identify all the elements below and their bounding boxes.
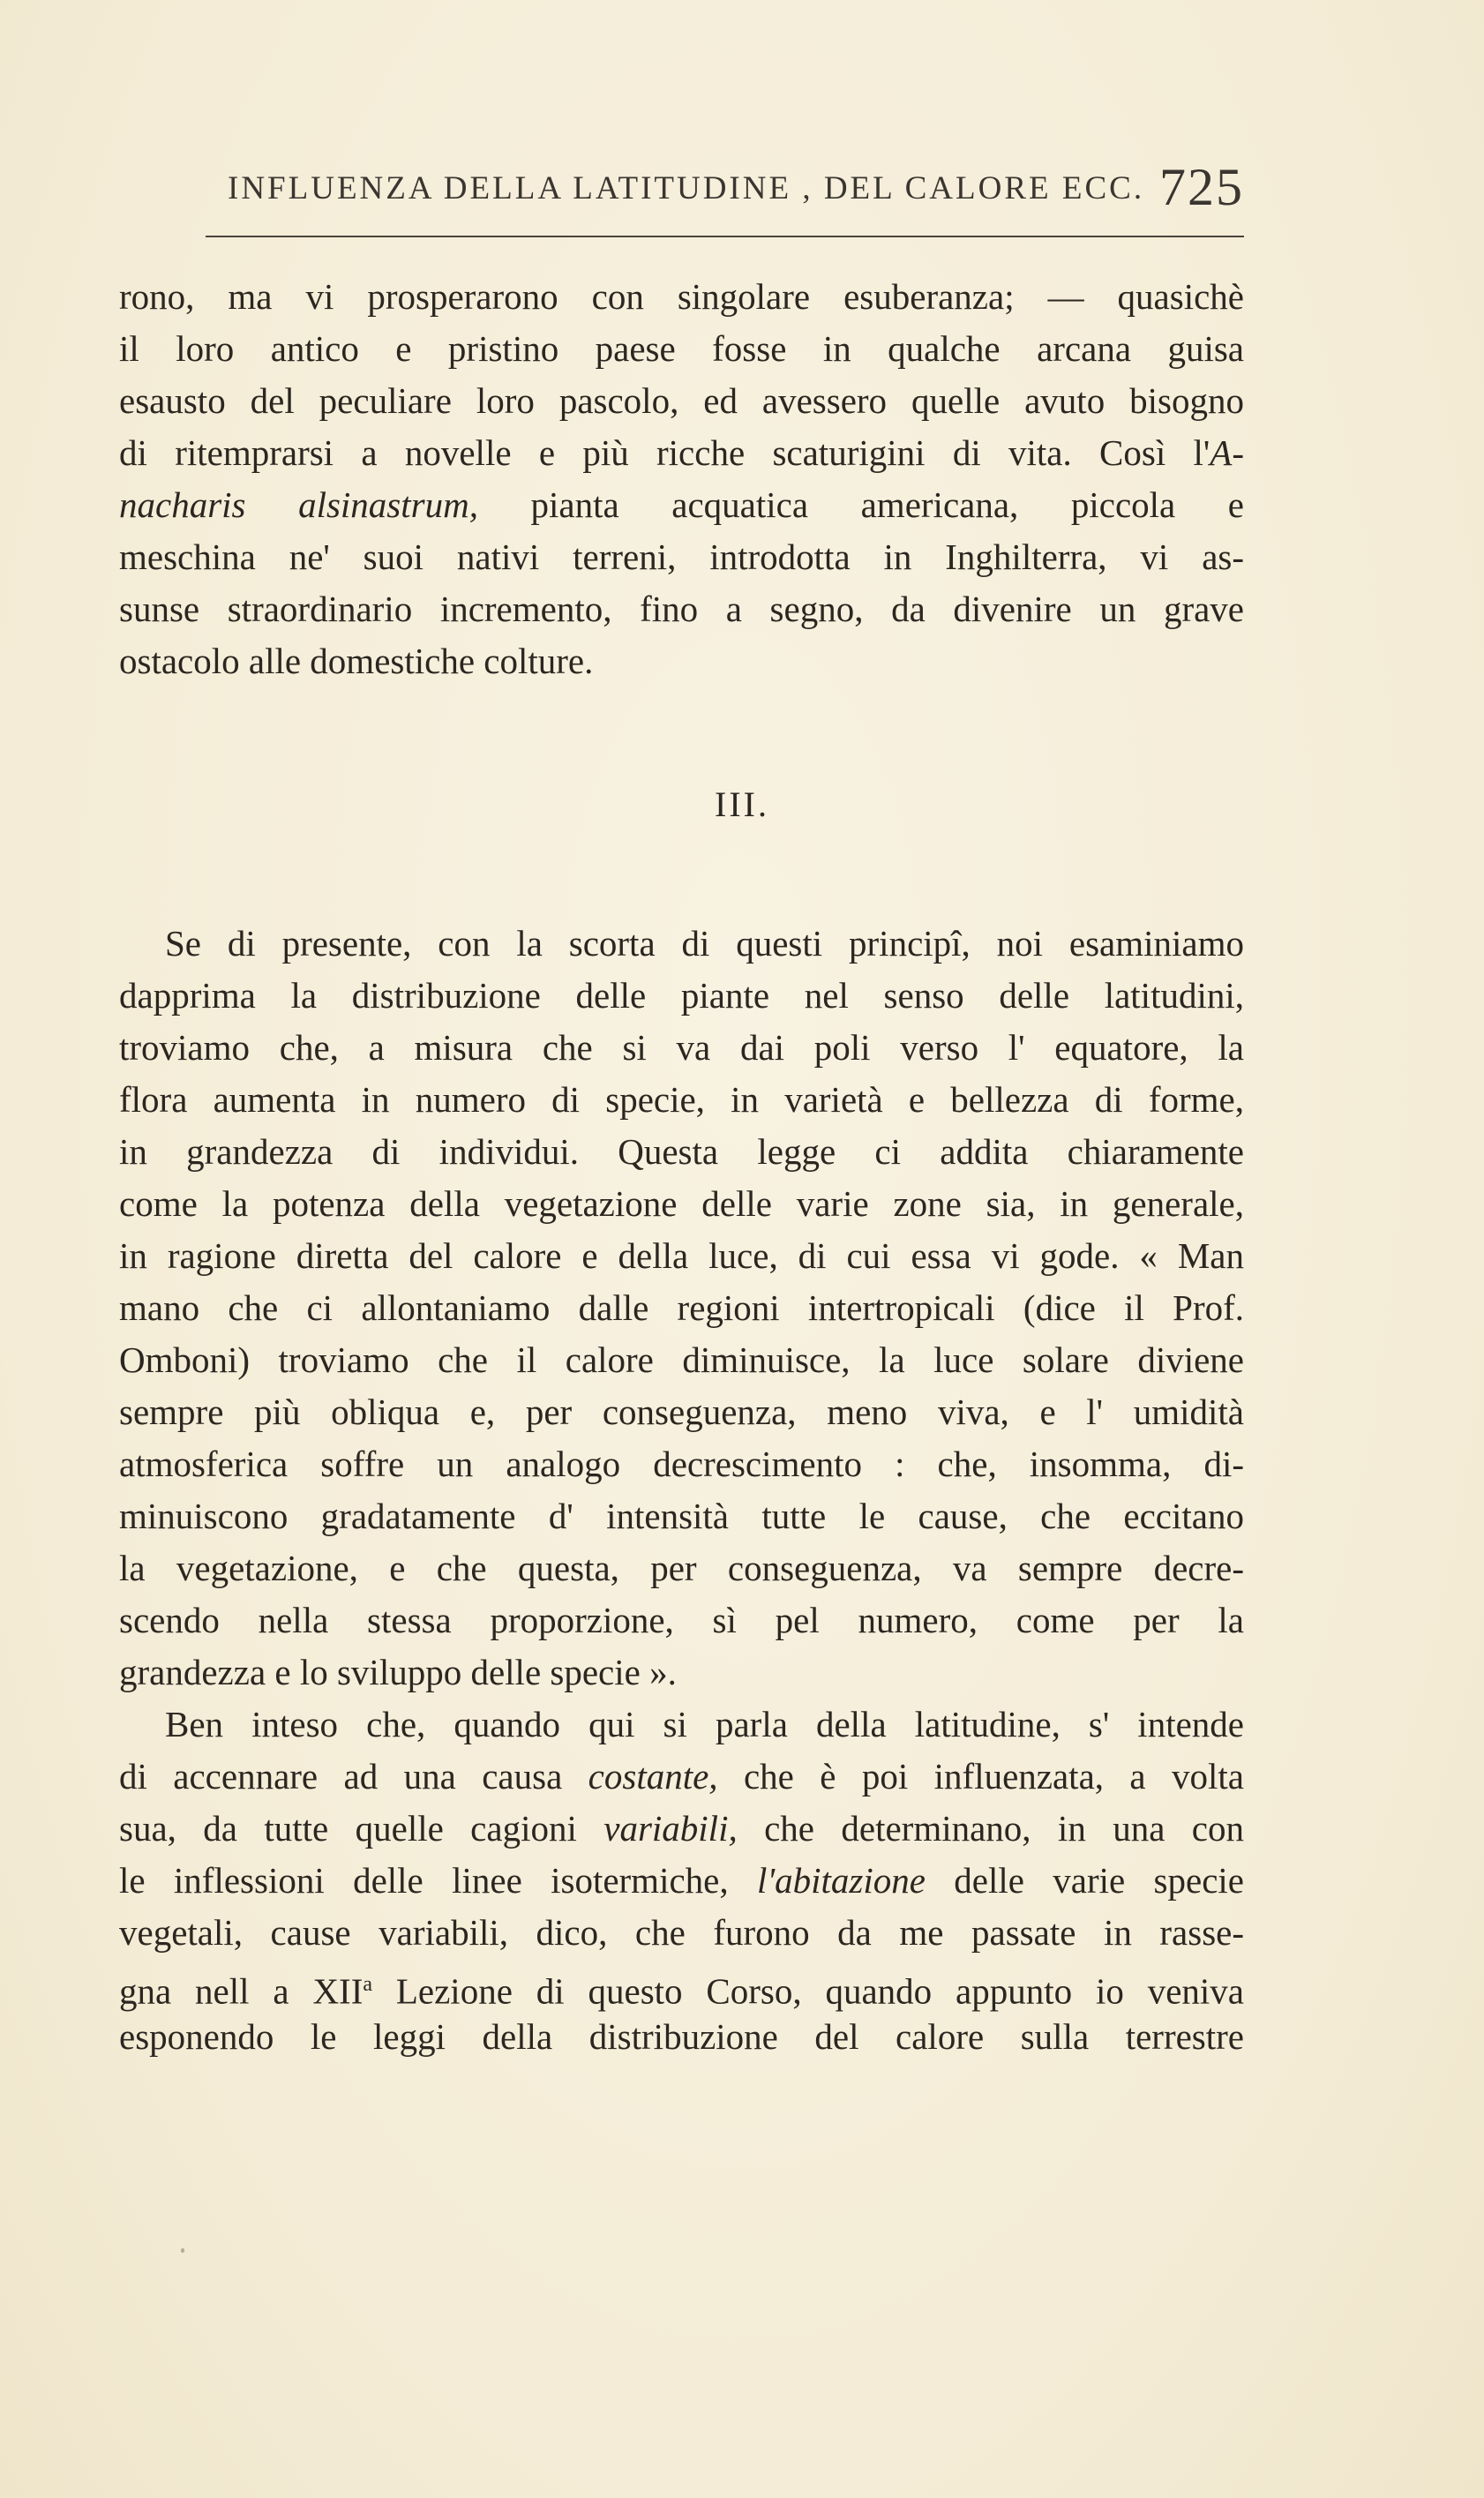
text-line: nacharis alsinastrum, pianta acquatica americana, piccola e [119, 484, 1244, 525]
running-title: INFLUENZA DELLA LATITUDINE , DEL CALORE ECC. [228, 170, 1145, 206]
text-line: dapprima la distribuzione delle piante nel senso delle latitudini, [119, 975, 1244, 1016]
text-line: scendo nella stessa proporzione, sì pel numero, come per la [119, 1600, 1244, 1640]
text-line: esponendo le leggi della distribuzione del calore sulla terrestre [119, 2016, 1244, 2057]
text-line: Se di presente, con la scorta di questi principî, noi esaminiamo [165, 923, 1244, 964]
continued-paragraph [119, 271, 1244, 687]
text-line: in grandezza di individui. Questa legge ci addita chiaramente [119, 1131, 1244, 1172]
ink-speck [181, 2248, 184, 2253]
text-line: sempre più obliqua e, per conseguenza, meno viva, e l' umidità [119, 1392, 1244, 1432]
text-line: gna nell a XII$^a$ Lezione di questo Corso, quando appunto io veniva [119, 1970, 1244, 2012]
text-line: Omboni) troviamo che il calore diminuisce, la luce solare diviene [119, 1339, 1244, 1380]
paragraph [119, 918, 1244, 1699]
section-heading: III. [715, 784, 769, 824]
text-line: in ragione diretta del calore e della luce, di cui essa vi gode. « Man [119, 1235, 1244, 1276]
page-number: 725 [1159, 158, 1244, 216]
text-line: esausto del peculiare loro pascolo, ed avessero quelle avuto bisogno [119, 380, 1244, 421]
text-line: grandezza e lo sviluppo delle specie ». [119, 1652, 677, 1692]
text-line: troviamo che, a misura che si va dai poli verso l' equatore, la [119, 1027, 1244, 1068]
text-line: minuiscono gradatamente d' intensità tutte le cause, che eccitano [119, 1496, 1244, 1536]
paragraph [119, 1699, 1244, 2063]
text-line: ostacolo alle domestiche colture. [119, 641, 594, 681]
text-line: sua, da tutte quelle cagioni variabili, che determinano, in una con [119, 1808, 1244, 1849]
header-rule [206, 236, 1244, 237]
text-line: flora aumenta in numero di specie, in varietà e bellezza di forme, [119, 1079, 1244, 1120]
text-line: rono, ma vi prosperarono con singolare esuberanza; — quasichè [119, 276, 1244, 317]
text-line: di ritemprarsi a novelle e più ricche scaturigini di vita. Così l'A- [119, 432, 1244, 473]
text-line: meschina ne' suoi nativi terreni, introdotta in Inghilterra, vi as- [119, 536, 1244, 577]
text-line: atmosferica soffre un analogo decrescimento : che, insomma, di- [119, 1444, 1244, 1484]
text-line: sunse straordinario incremento, fino a segno, da divenire un grave [119, 589, 1244, 629]
page-header [228, 157, 1244, 228]
text-line: la vegetazione, e che questa, per conseguenza, va sempre decre- [119, 1548, 1244, 1588]
text-line: le inflessioni delle linee isotermiche, l'abitazione delle varie specie [119, 1860, 1245, 1901]
text-line: il loro antico e pristino paese fosse in qualche arcana guisa [119, 328, 1244, 369]
text-line: Ben inteso che, quando qui si parla della latitudine, s' intende [165, 1704, 1244, 1744]
text-line: mano che ci allontaniamo dalle regioni intertropicali (dice il Prof. [119, 1287, 1244, 1328]
text-line: di accennare ad una causa costante, che è poi influenzata, a volta [119, 1756, 1244, 1797]
text-line: vegetali, cause variabili, dico, che furono da me passate in rasse- [119, 1912, 1244, 1953]
text-line: come la potenza della vegetazione delle varie zone sia, in generale, [119, 1183, 1244, 1224]
